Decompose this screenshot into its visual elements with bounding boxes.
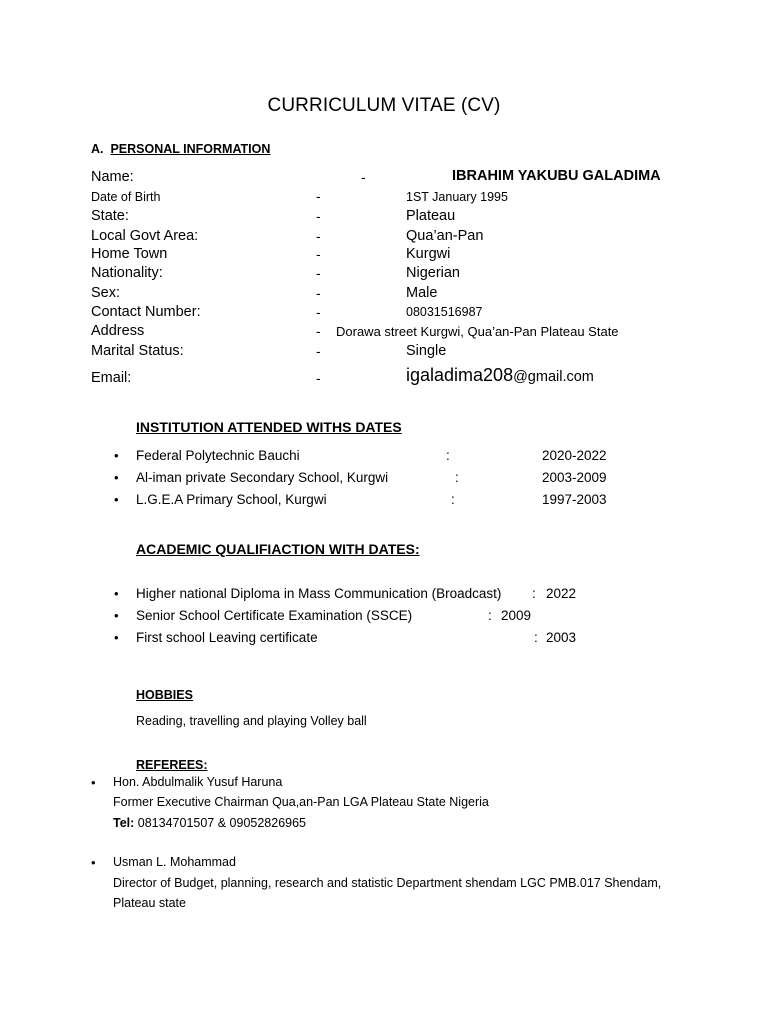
section-a-prefix: A. xyxy=(91,142,104,156)
institution-name: L.G.E.A Primary School, Kurgwi xyxy=(136,492,327,507)
state-dash: - xyxy=(316,208,321,224)
hometown-value: Kurgwi xyxy=(406,246,451,262)
sex-value: Male xyxy=(406,285,438,301)
dob-dash: - xyxy=(316,188,321,204)
qualification-name: Higher national Diploma in Mass Communication (Broadcast) xyxy=(136,586,502,601)
bullet-icon: • xyxy=(114,492,119,507)
hometown-dash: - xyxy=(316,246,321,262)
institution-colon: : xyxy=(455,470,459,485)
referee-name: Hon. Abdulmalik Yusuf Haruna xyxy=(113,775,283,789)
address-label: Address xyxy=(91,323,145,339)
qualifications-heading: ACADEMIC QUALIFIACTION WITH DATES: xyxy=(136,541,420,557)
institution-colon: : xyxy=(446,448,450,463)
qualification-colon: : xyxy=(488,608,492,623)
institution-name: Federal Polytechnic Bauchi xyxy=(136,448,300,463)
contact-label: Contact Number: xyxy=(91,304,201,320)
institutions-heading: INSTITUTION ATTENDED WITHS DATES xyxy=(136,419,402,435)
bullet-icon: • xyxy=(114,630,119,645)
qualification-colon: : xyxy=(534,630,538,645)
qualification-name: Senior School Certificate Examination (SSCE) xyxy=(136,608,413,623)
name-value: IBRAHIM YAKUBU GALADIMA xyxy=(452,168,661,184)
sex-dash: - xyxy=(316,285,321,301)
institution-name: Al-iman private Secondary School, Kurgwi xyxy=(136,470,389,485)
bullet-icon: • xyxy=(114,470,119,485)
contact-value: 08031516987 xyxy=(406,305,483,319)
hobbies-heading: HOBBIES xyxy=(136,688,193,702)
email-value xyxy=(406,365,594,386)
qualification-colon: : xyxy=(532,586,536,601)
contact-dash: - xyxy=(316,304,321,320)
state-value: Plateau xyxy=(406,208,456,224)
sex-label: Sex: xyxy=(91,285,121,301)
referee-tel-label: Tel: xyxy=(113,816,135,830)
email-dash: - xyxy=(316,370,321,386)
hobbies-text: Reading, travelling and playing Volley ball xyxy=(136,714,367,728)
referee-name: Usman L. Mohammad xyxy=(113,855,236,869)
qualification-name: First school Leaving certificate xyxy=(136,630,318,645)
address-value: Dorawa street Kurgwi, Qua’an-Pan Plateau State xyxy=(336,324,619,339)
dob-label: Date of Birth xyxy=(91,190,161,204)
dob-value: 1ST January 1995 xyxy=(406,190,508,204)
bullet-icon: • xyxy=(114,608,119,623)
page-title: CURRICULUM VITAE (CV) xyxy=(267,95,501,116)
marital-value: Single xyxy=(406,343,447,359)
institution-colon: : xyxy=(451,492,455,507)
lga-value: Qua’an-Pan xyxy=(406,228,484,244)
section-a-heading xyxy=(91,142,270,156)
bullet-icon: • xyxy=(91,775,96,790)
qualification-year: 2003 xyxy=(546,630,577,645)
referee-tel xyxy=(113,816,306,830)
referee-position: Director of Budget, planning, research and statistic Department shendam LGC PMB.017 Shendam, xyxy=(113,876,662,890)
name-label: Name: xyxy=(91,169,134,185)
bullet-icon: • xyxy=(91,855,96,870)
marital-dash: - xyxy=(316,343,321,359)
nationality-value: Nigerian xyxy=(406,265,460,281)
hometown-label: Home Town xyxy=(91,246,168,262)
address-dash: - xyxy=(316,323,321,339)
institution-dates: 1997-2003 xyxy=(542,492,607,507)
marital-label: Marital Status: xyxy=(91,343,184,359)
institution-dates: 2020-2022 xyxy=(542,448,607,463)
referee-position-cont: Plateau state xyxy=(113,896,186,910)
nationality-dash: - xyxy=(316,265,321,281)
qualification-year: 2009 xyxy=(501,608,532,623)
email-label: Email: xyxy=(91,370,132,386)
email-user: igaladima208 xyxy=(406,365,514,385)
institution-dates: 2003-2009 xyxy=(542,470,607,485)
bullet-icon: • xyxy=(114,586,119,601)
state-label: State: xyxy=(91,208,129,224)
referee-tel-number: 08134701507 & 09052826965 xyxy=(137,816,307,830)
name-dash: - xyxy=(361,169,366,185)
qualification-year: 2022 xyxy=(546,586,577,601)
lga-dash: - xyxy=(316,228,321,244)
lga-label: Local Govt Area: xyxy=(91,228,199,244)
referee-position: Former Executive Chairman Qua,an-Pan LGA Plateau State Nigeria xyxy=(113,795,489,809)
email-domain: @gmail.com xyxy=(513,369,594,385)
section-a-label: PERSONAL INFORMATION xyxy=(110,142,271,156)
bullet-icon: • xyxy=(114,448,119,463)
nationality-label: Nationality: xyxy=(91,265,163,281)
referees-heading: REFEREES: xyxy=(136,758,208,772)
